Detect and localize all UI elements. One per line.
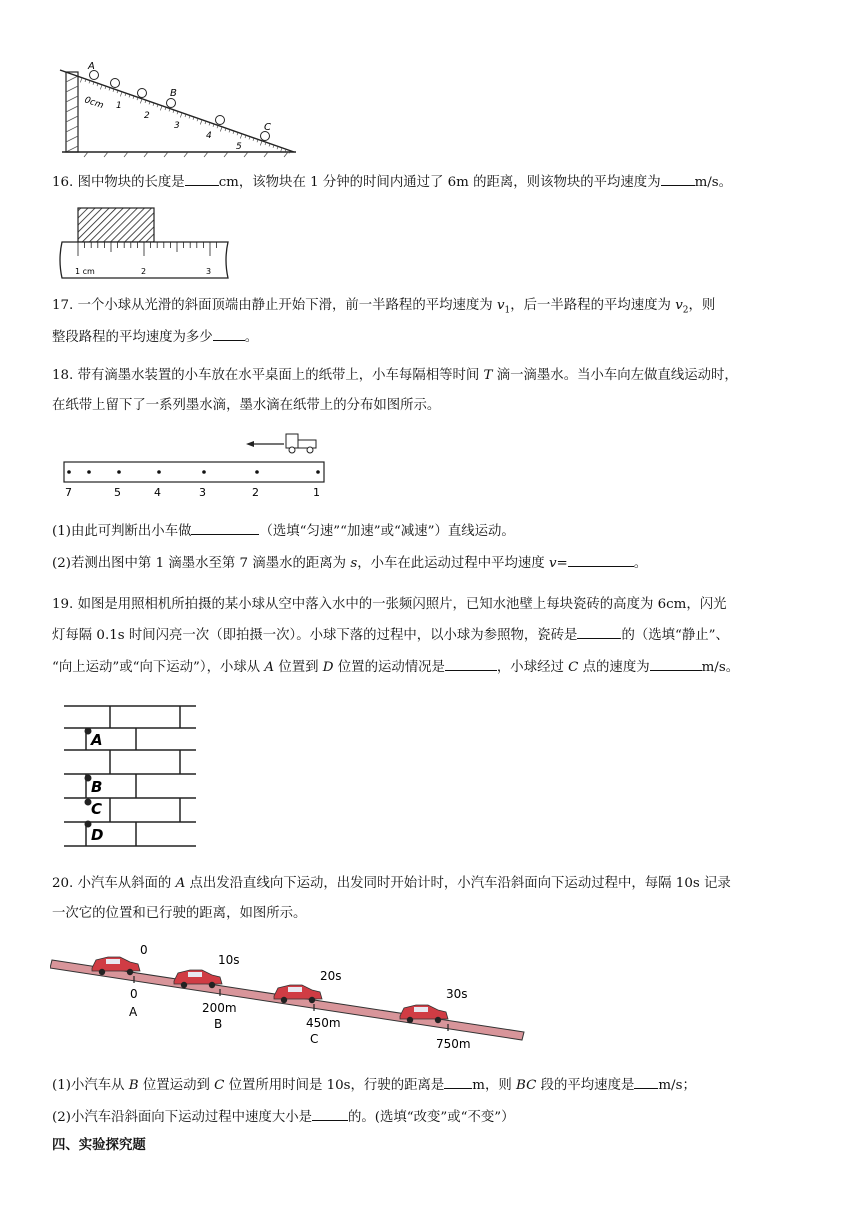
point-label-c: C bbox=[310, 1032, 319, 1046]
truck-icon bbox=[286, 434, 316, 453]
ball-3 bbox=[138, 89, 147, 98]
question-20-sub-1: (1)小汽车从 B 位置运动到 C 位置所用时间是 10s，行驶的距离是 m，则 BC 段的平均速度是 m/s； bbox=[52, 1074, 696, 1096]
drop-label-3: 3 bbox=[199, 486, 206, 499]
answer-blank[interactable] bbox=[191, 520, 259, 535]
answer-blank[interactable] bbox=[650, 656, 702, 671]
answer-blank[interactable] bbox=[568, 552, 634, 567]
drop-label-4: 4 bbox=[154, 486, 161, 499]
ball-5 bbox=[216, 116, 225, 125]
drop-label-7: 7 bbox=[65, 486, 72, 499]
time-label-0: 0 bbox=[140, 943, 148, 957]
distance-label-0: 0 bbox=[130, 987, 138, 1001]
answer-blank[interactable] bbox=[185, 171, 219, 186]
distance-label-450m: 450m bbox=[306, 1016, 341, 1030]
figure-car-slope bbox=[50, 938, 526, 1056]
distance-label-750m: 750m bbox=[436, 1037, 471, 1051]
drop-label-1: 1 bbox=[313, 486, 320, 499]
time-label-20s: 20s bbox=[320, 969, 342, 983]
section-heading: 四、实验探究题 bbox=[52, 1138, 146, 1153]
incline-tick-0: 0cm bbox=[83, 95, 105, 112]
photo-label-a: A bbox=[91, 731, 103, 749]
time-label-10s: 10s bbox=[218, 953, 240, 967]
answer-blank[interactable] bbox=[444, 1074, 472, 1089]
drop-label-2: 2 bbox=[252, 486, 259, 499]
question-17-line-1: 17. 一个小球从光滑的斜面顶端由静止开始下滑，前一半路程的平均速度为 $v_1$，后一半路程的平均速度为 $v_2$，则 bbox=[52, 298, 716, 316]
figure-incline bbox=[58, 58, 298, 158]
drop-label-5: 5 bbox=[114, 486, 121, 499]
answer-blank[interactable] bbox=[445, 656, 497, 671]
question-20-sub-2: (2)小汽车沿斜面向下运动过程中速度大小是 的。(选填“改变”或“不变”） bbox=[52, 1106, 515, 1128]
incline-tick-1: 1 bbox=[116, 101, 122, 111]
question-19-line-3: “向上运动”或“向下运动”），小球从 A 位置到 D 位置的运动情况是 ，小球经过 C 点的速度为 m/s。 bbox=[52, 656, 739, 678]
question-19-line-1: 19. 如图是用照相机所拍摄的某小球从空中落入水中的一张频闪照片，已知水池壁上每块瓷砖的高度为 6cm，闪光 bbox=[52, 597, 727, 612]
answer-blank[interactable] bbox=[213, 326, 245, 341]
distance-label-200m: 200m bbox=[202, 1001, 237, 1015]
point-label-a: A bbox=[129, 1005, 138, 1019]
question-18-sub-2: (2)若测出图中第 1 滴墨水至第 7 滴墨水的距离为 s，小车在此运动过程中平均速度 v= 。 bbox=[52, 552, 647, 574]
photo-label-c: C bbox=[91, 800, 103, 818]
incline-tick-3: 3 bbox=[174, 121, 180, 131]
ruler-label-3: 3 bbox=[206, 267, 212, 276]
incline-tick-5: 5 bbox=[236, 142, 242, 152]
incline-tick-2: 2 bbox=[144, 111, 150, 121]
ruler-label-1: 1 cm bbox=[75, 267, 95, 276]
question-18-line-2: 在纸带上留下了一系列墨水滴，墨水滴在纸带上的分布如图所示。 bbox=[52, 398, 441, 413]
ruler-label-2: 2 bbox=[141, 267, 147, 276]
photo-label-d: D bbox=[91, 826, 104, 844]
ball-b bbox=[167, 99, 176, 108]
photo-label-b: B bbox=[91, 778, 103, 796]
incline-tick-4: 4 bbox=[206, 131, 212, 141]
incline-label-a: A bbox=[88, 61, 95, 72]
block bbox=[78, 208, 154, 242]
question-18-sub-1: (1)由此可判断出小车做 （选填“匀速”“加速”或“减速”）直线运动。 bbox=[52, 520, 515, 542]
answer-blank[interactable] bbox=[634, 1074, 658, 1089]
question-16: 16. 图中物块的长度是 cm，该物块在 1 分钟的时间内通过了 6m 的距离，则该物块的平均速度为 m/s。 bbox=[52, 171, 732, 193]
figure-ruler bbox=[56, 204, 236, 282]
figure-brick-wall bbox=[60, 700, 196, 850]
question-18-line-1: 18. 带有滴墨水装置的小车放在水平桌面上的纸带上，小车每隔相等时间 T 滴一滴墨水。当小车向左做直线运动时， bbox=[52, 368, 738, 383]
figure-paper-tape bbox=[56, 430, 330, 502]
question-19-line-2: 灯每隔 0.1s 时间闪亮一次（即拍摄一次）。小球下落的过程中，以小球为参照物，瓷砖是 的（选填“静止”、 bbox=[52, 624, 729, 646]
answer-blank[interactable] bbox=[312, 1106, 348, 1121]
answer-blank[interactable] bbox=[577, 624, 621, 639]
question-20-line-2: 一次它的位置和已行驶的距离，如图所示。 bbox=[52, 906, 307, 921]
incline-label-c: C bbox=[264, 122, 271, 133]
question-17-line-2: 整段路程的平均速度为多少 。 bbox=[52, 326, 258, 348]
incline-label-b: B bbox=[170, 88, 177, 99]
answer-blank[interactable] bbox=[661, 171, 695, 186]
ball-2 bbox=[111, 79, 120, 88]
point-label-b: B bbox=[214, 1017, 223, 1031]
time-label-30s: 30s bbox=[446, 987, 468, 1001]
question-20-line-1: 20. 小汽车从斜面的 A 点出发沿直线向下运动，出发同时开始计时，小汽车沿斜面向下运动过程中，每隔 10s 记录 bbox=[52, 876, 731, 891]
paper-tape bbox=[64, 462, 324, 482]
